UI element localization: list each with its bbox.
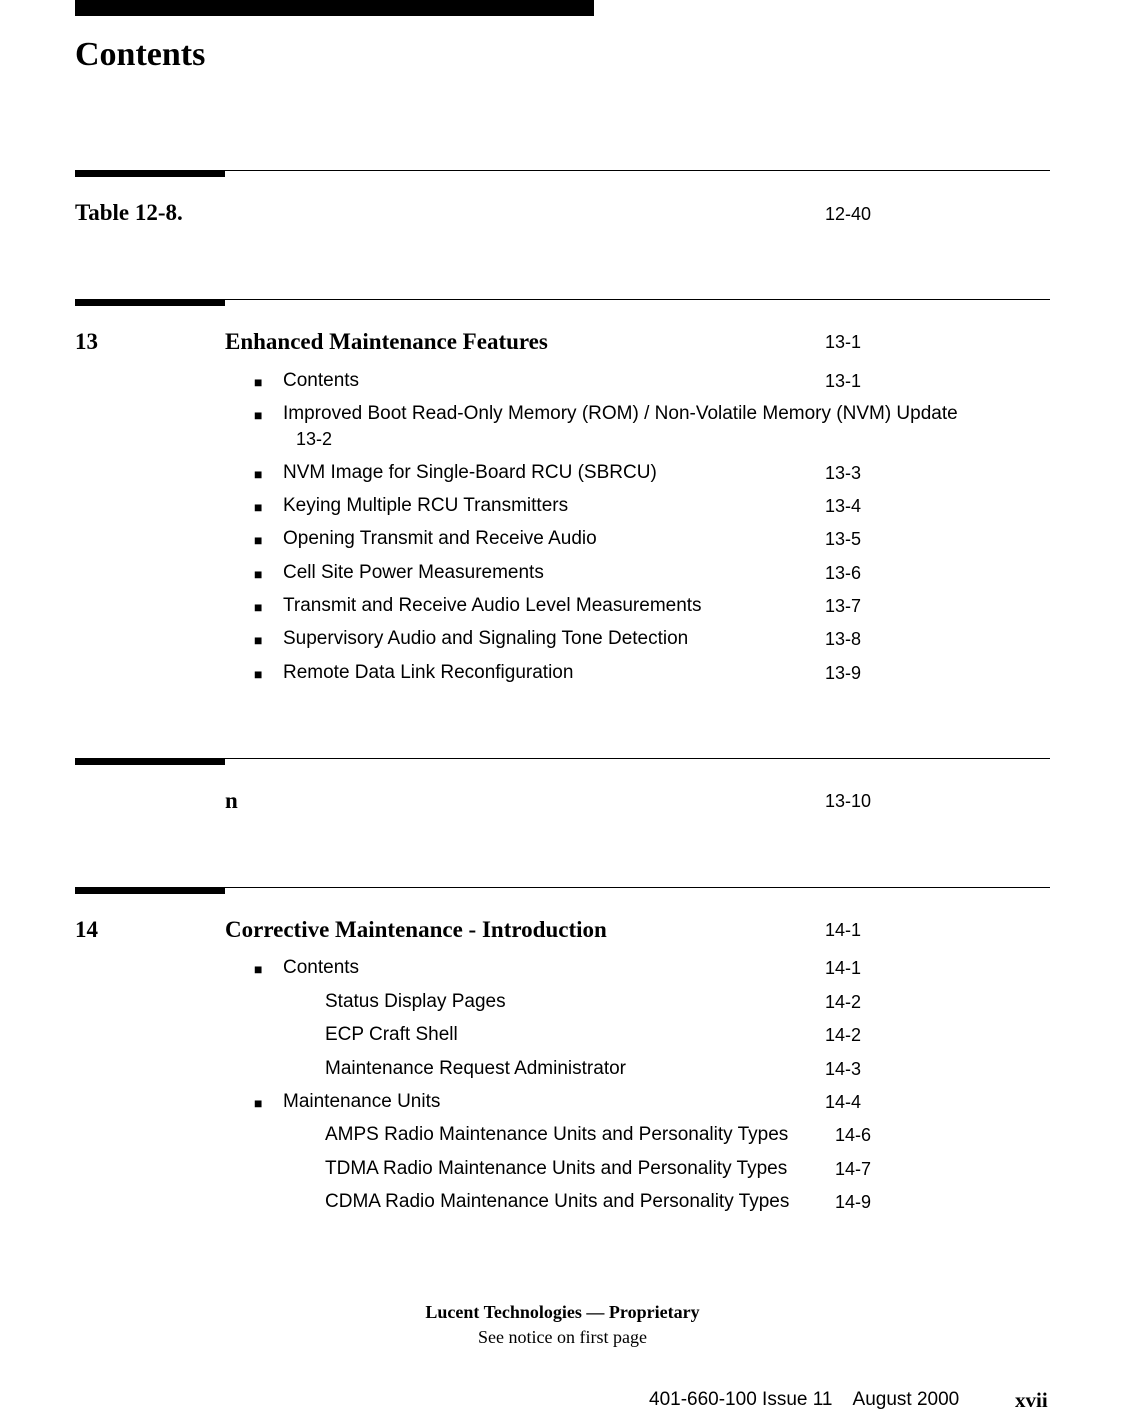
section-rule-accent: [75, 758, 225, 765]
section-page[interactable]: 12-40: [825, 204, 872, 224]
square-bullet-icon: ■: [254, 632, 263, 648]
toc-entry[interactable]: Cell Site Power Measurements: [283, 562, 544, 583]
toc-entry[interactable]: Keying Multiple RCU Transmitters: [283, 495, 569, 516]
square-bullet-icon: ■: [254, 466, 263, 482]
toc-subentry[interactable]: CDMA Radio Maintenance Units and Personality Types: [325, 1191, 790, 1212]
chapter-title[interactable]: Enhanced Maintenance Features: [225, 329, 548, 354]
toc-entry-page[interactable]: 14-2: [825, 992, 862, 1012]
square-bullet-icon: ■: [254, 961, 263, 977]
square-bullet-icon: ■: [254, 532, 263, 548]
section-title[interactable]: Table 12-8.: [75, 200, 183, 225]
toc-entry[interactable]: Maintenance Units: [283, 1091, 441, 1112]
toc-entry[interactable]: Improved Boot Read-Only Memory (ROM) / Non-Volatile Memory (NVM) Update: [283, 403, 958, 424]
footer-company: Lucent Technologies — Proprietary: [425, 1302, 700, 1322]
chapter-number: 13: [75, 329, 98, 354]
section-rule-accent: [75, 299, 225, 306]
square-bullet-icon: ■: [254, 407, 263, 423]
toc-entry-page[interactable]: 14-9: [835, 1192, 872, 1212]
section-rule-accent: [75, 887, 225, 894]
toc-subentry[interactable]: Status Display Pages: [325, 991, 506, 1012]
chapter-page[interactable]: 14-1: [825, 920, 862, 940]
toc-subentry[interactable]: TDMA Radio Maintenance Units and Personality Types: [325, 1158, 788, 1179]
chapter-number: 14: [75, 917, 98, 942]
footer-doc-info: 401-660-100 Issue 11 August 2000: [649, 1389, 960, 1410]
toc-entry-page[interactable]: 14-6: [835, 1125, 872, 1145]
toc-entry-page[interactable]: 13-5: [825, 529, 862, 549]
toc-entry-page[interactable]: 13-6: [825, 563, 862, 583]
toc-entry-page[interactable]: 13-1: [825, 371, 862, 391]
section-rule-accent: [75, 170, 225, 177]
footer-notice: See notice on first page: [478, 1327, 647, 1347]
toc-entry-page[interactable]: 13-3: [825, 463, 862, 483]
square-bullet-icon: ■: [254, 374, 263, 390]
toc-entry-page[interactable]: 14-4: [825, 1092, 862, 1112]
footer-page-number: xvii: [1015, 1388, 1048, 1412]
section-page[interactable]: 13-10: [825, 791, 872, 811]
toc-entry[interactable]: Transmit and Receive Audio Level Measurements: [283, 595, 702, 616]
toc-entry-page[interactable]: 13-8: [825, 629, 862, 649]
toc-entry-page[interactable]: 14-3: [825, 1059, 862, 1079]
header-bar: [75, 0, 594, 16]
square-bullet-icon: ■: [254, 566, 263, 582]
toc-entry-page[interactable]: 13-9: [825, 663, 862, 683]
toc-entry[interactable]: Supervisory Audio and Signaling Tone Detection: [283, 628, 689, 649]
toc-entry-page[interactable]: 14-7: [835, 1159, 872, 1179]
toc-entry-page[interactable]: 14-2: [825, 1025, 862, 1045]
square-bullet-icon: ■: [254, 499, 263, 515]
toc-entry-page[interactable]: 13-2: [296, 429, 333, 449]
toc-entry-page[interactable]: 13-4: [825, 496, 862, 516]
toc-entry[interactable]: NVM Image for Single-Board RCU (SBRCU): [283, 462, 657, 483]
square-bullet-icon: ■: [254, 1095, 263, 1111]
toc-entry[interactable]: Opening Transmit and Receive Audio: [283, 528, 597, 549]
square-bullet-icon: ■: [254, 599, 263, 615]
chapter-page[interactable]: 13-1: [825, 332, 862, 352]
page-title: Contents: [75, 36, 206, 73]
toc-subentry[interactable]: ECP Craft Shell: [325, 1024, 458, 1045]
toc-subentry[interactable]: AMPS Radio Maintenance Units and Personality Types: [325, 1124, 789, 1145]
toc-entry[interactable]: Contents: [283, 370, 360, 391]
toc-entry[interactable]: Contents: [283, 957, 360, 978]
toc-entry[interactable]: Remote Data Link Reconfiguration: [283, 662, 574, 683]
toc-entry-page[interactable]: 13-7: [825, 596, 862, 616]
toc-subentry[interactable]: Maintenance Request Administrator: [325, 1058, 626, 1079]
toc-entry-page[interactable]: 14-1: [825, 958, 862, 978]
section-title[interactable]: n: [225, 788, 238, 813]
square-bullet-icon: ■: [254, 666, 263, 682]
chapter-title[interactable]: Corrective Maintenance - Introduction: [225, 917, 607, 942]
